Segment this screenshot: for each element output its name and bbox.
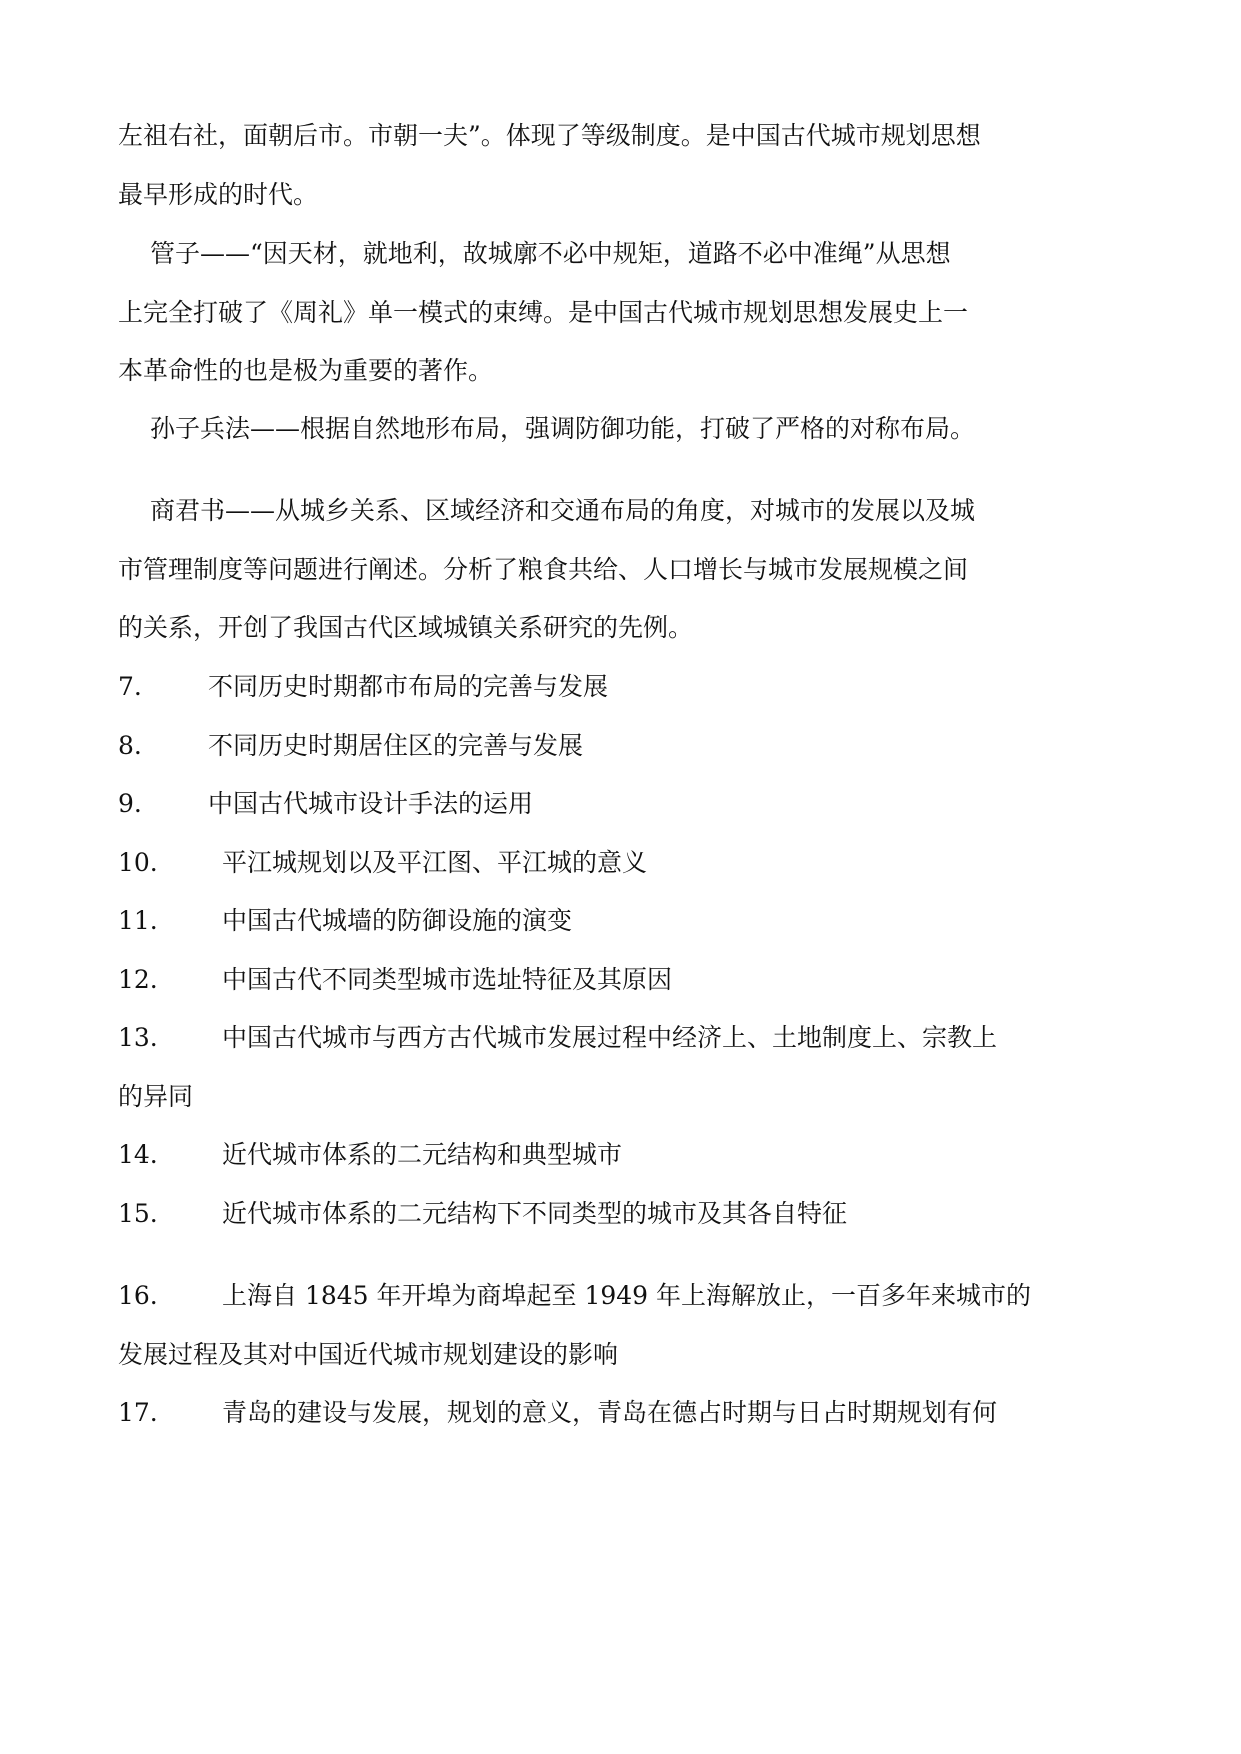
list-item-number: 16. <box>118 1281 158 1310</box>
list-item-continuation: 的异同 <box>118 1082 194 1111</box>
paragraph-shangjun-line-1: 商君书——从城乡关系、区域经济和交通布局的角度，对城市的发展以及城 <box>150 496 976 525</box>
list-item-number: 11. <box>118 906 158 935</box>
list-item-text: 中国古代城市设计手法的运用 <box>208 789 534 818</box>
list-item-text: 上海自 1845 年开埠为商埠起至 1949 年上海解放止，一百多年来城市的 <box>222 1281 1032 1310</box>
list-item-continuation: 发展过程及其对中国近代城市规划建设的影响 <box>118 1340 619 1369</box>
list-item-number: 9. <box>118 789 142 818</box>
paragraph-1-line-2: 最早形成的时代。 <box>118 180 319 209</box>
list-item-number: 14. <box>118 1140 158 1169</box>
paragraph-1-line-1: 左祖右社，面朝后市。市朝一夫”。体现了等级制度。是中国古代城市规划思想 <box>118 121 981 150</box>
paragraph-shangjun-line-3: 的关系，开创了我国古代区域城镇关系研究的先例。 <box>118 613 694 642</box>
paragraph-shangjun-line-2: 市管理制度等问题进行阐述。分析了粮食共给、人口增长与城市发展规模之间 <box>118 555 969 584</box>
list-item-number: 17. <box>118 1398 158 1427</box>
list-item-text: 中国古代城墙的防御设施的演变 <box>222 906 573 935</box>
list-item-text: 近代城市体系的二元结构下不同类型的城市及其各自特征 <box>222 1199 848 1228</box>
list-item-text: 平江城规划以及平江图、平江城的意义 <box>222 848 648 877</box>
paragraph-guanzi-line-2: 上完全打破了《周礼》单一模式的束缚。是中国古代城市规划思想发展史上一 <box>118 298 969 327</box>
list-item-text: 中国古代城市与西方古代城市发展过程中经济上、土地制度上、宗教上 <box>222 1023 998 1052</box>
list-item-number: 7. <box>118 672 142 701</box>
list-item-number: 12. <box>118 965 158 994</box>
list-item-number: 8. <box>118 731 142 760</box>
list-item-text: 近代城市体系的二元结构和典型城市 <box>222 1140 623 1169</box>
list-item-text: 不同历史时期居住区的完善与发展 <box>208 731 584 760</box>
list-item-number: 13. <box>118 1023 158 1052</box>
list-item-number: 15. <box>118 1199 158 1228</box>
paragraph-guanzi-line-3: 本革命性的也是极为重要的著作。 <box>118 356 494 385</box>
list-item-text: 青岛的建设与发展，规划的意义，青岛在德占时期与日占时期规划有何 <box>222 1398 998 1427</box>
list-item-text: 中国古代不同类型城市选址特征及其原因 <box>222 965 673 994</box>
list-item-text: 不同历史时期都市布局的完善与发展 <box>208 672 609 701</box>
list-item-number: 10. <box>118 848 158 877</box>
paragraph-guanzi-line-1: 管子——“因天材，就地利，故城廓不必中规矩，道路不必中准绳”从思想 <box>150 239 951 268</box>
paragraph-sunzi-line-1: 孙子兵法——根据自然地形布局，强调防御功能，打破了严格的对称布局。 <box>150 414 976 443</box>
